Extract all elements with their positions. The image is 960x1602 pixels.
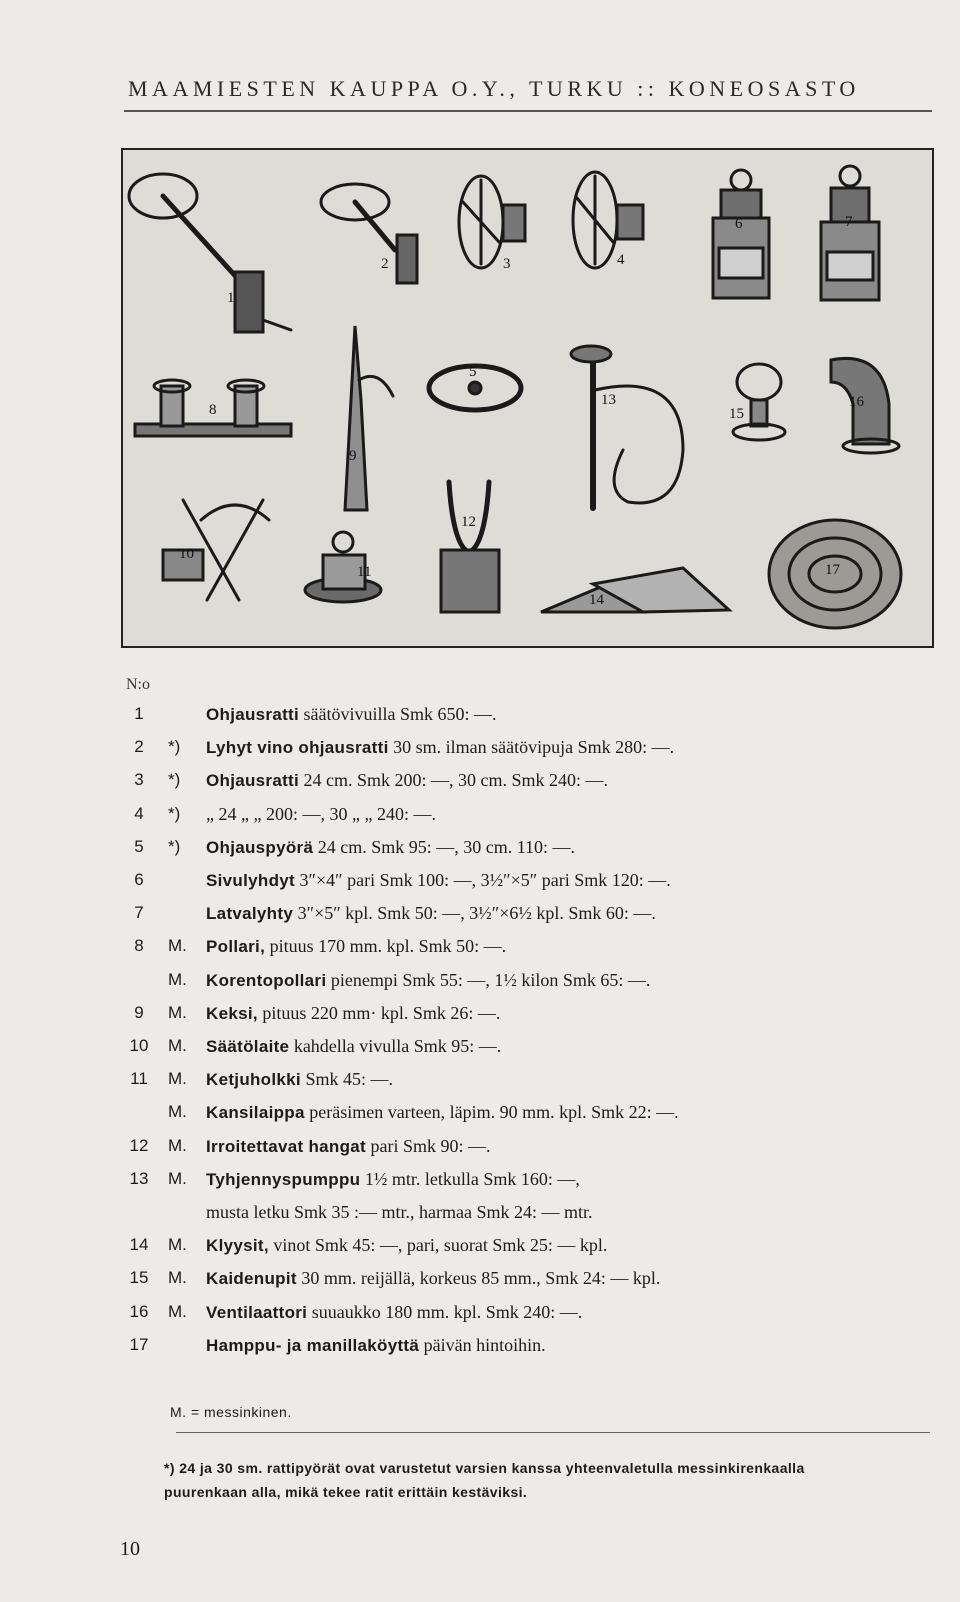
plate-label: 11 — [357, 564, 372, 580]
item-description — [206, 965, 650, 996]
item-description — [206, 1197, 592, 1228]
item-details: suuaukko 180 mm. kpl. Smk 240: —. — [307, 1301, 583, 1322]
item-description — [206, 931, 506, 962]
item-description — [206, 898, 656, 929]
item-description — [206, 732, 674, 763]
item-name: Tyhjennyspumppu — [206, 1169, 361, 1189]
abbreviation-note: M. = messinkinen. — [170, 1404, 292, 1420]
list-item — [126, 699, 926, 729]
footnote-line-1: *) 24 ja 30 sm. rattipyörät ovat varustetut varsien kanssa yhteenvaletulla messinkirenkaalla — [164, 1460, 805, 1476]
item-details: 24 cm. Smk 95: —, 30 cm. 110: —. — [313, 836, 576, 857]
item-description — [206, 1230, 607, 1261]
list-item — [126, 1297, 926, 1327]
list-item — [126, 1031, 926, 1061]
item-details: pituus 220 mm· kpl. Smk 26: —. — [257, 1002, 501, 1023]
item-description — [206, 1131, 490, 1162]
plate-label: 12 — [461, 514, 476, 530]
item-number: 5 — [134, 836, 144, 856]
item-number: 4 — [134, 803, 144, 823]
list-item — [126, 1263, 926, 1293]
item-details: 30 sm. ilman säätövipuja Smk 280: —. — [388, 737, 675, 758]
item-name: Korentopollari — [206, 970, 327, 990]
item-details: 3″×5″ kpl. Smk 50: —, 3½″×6½ kpl. Smk 60: —. — [293, 903, 656, 924]
plate-label: 6 — [735, 216, 743, 232]
item-name: Klyysit, — [206, 1236, 269, 1256]
rail-knob-15 — [737, 364, 781, 400]
item-description — [206, 1330, 546, 1361]
item-marker: M. — [168, 1102, 187, 1122]
boat-hook-9 — [345, 326, 367, 510]
item-name: Ohjauspyörä — [206, 837, 314, 857]
list-item — [126, 832, 926, 862]
item-description — [206, 699, 497, 730]
item-details: päivän hintoihin. — [419, 1334, 546, 1355]
plate-label: 1 — [227, 290, 235, 306]
item-marker: *) — [168, 770, 181, 790]
item-description — [206, 1164, 580, 1195]
item-marker: M. — [168, 936, 187, 956]
plate-label: 15 — [729, 406, 744, 422]
list-item — [126, 931, 926, 961]
header-rule — [124, 110, 932, 112]
list-item — [126, 1197, 926, 1227]
number-column-heading: N:o — [126, 676, 150, 693]
list-item — [126, 1064, 926, 1094]
item-description — [206, 832, 575, 863]
item-number: 2 — [134, 737, 144, 757]
item-number: 6 — [134, 870, 144, 889]
list-item — [126, 1097, 926, 1127]
item-details: Smk 45: —. — [300, 1069, 393, 1090]
item-number: 16 — [129, 1301, 149, 1321]
plate-label: 8 — [209, 402, 217, 418]
footnote-line-2: puurenkaan alla, mikä tekee ratit erittäin kestäviksi. — [164, 1484, 528, 1500]
plate-label: 7 — [845, 214, 853, 230]
item-description — [206, 1297, 582, 1328]
item-name: Kansilaippa — [206, 1103, 305, 1123]
item-description — [206, 1263, 660, 1294]
list-item — [126, 898, 926, 928]
plate-label: 2 — [381, 256, 389, 272]
item-details: pituus 170 mm. kpl. Smk 50: —. — [265, 936, 507, 957]
list-item — [126, 799, 926, 829]
item-marker: M. — [168, 969, 187, 989]
item-number: 13 — [129, 1168, 149, 1188]
page-header: MAAMIESTEN KAUPPA O.Y., TURKU :: KONEOSASTO — [128, 76, 860, 101]
item-number: 3 — [134, 770, 144, 790]
bollard-8 — [135, 424, 291, 436]
item-marker: M. — [168, 1036, 187, 1055]
item-name: Sivulyhdyt — [206, 871, 295, 890]
plate-label: 10 — [179, 546, 194, 562]
item-details: pienempi Smk 55: —, 1½ kilon Smk 65: —. — [326, 969, 651, 990]
item-name: Latvalyhty — [206, 904, 294, 924]
item-marker: *) — [168, 737, 181, 757]
item-description — [206, 1031, 501, 1062]
item-marker: M. — [168, 1301, 187, 1321]
item-details: musta letku Smk 35 :— mtr., harmaa Smk 24: — mtr. — [206, 1202, 593, 1222]
item-name: Ohjausratti — [206, 705, 300, 724]
item-details: 24 cm. Smk 200: —, 30 cm. Smk 240: —. — [299, 770, 609, 791]
item-number: 7 — [134, 903, 144, 923]
list-item — [126, 1164, 926, 1194]
item-details: pari Smk 90: —. — [365, 1135, 491, 1156]
item-number: 1 — [134, 704, 144, 723]
item-name: Ketjuholkki — [206, 1070, 301, 1090]
item-marker: M. — [168, 1135, 187, 1155]
list-item — [126, 1330, 926, 1360]
item-number: 12 — [129, 1135, 149, 1155]
item-description — [206, 765, 608, 796]
catalogue-engravings — [123, 150, 932, 646]
item-name: Hamppu- ja manillaköyttä — [206, 1335, 420, 1355]
plate-label: 13 — [601, 392, 616, 408]
item-details: 3″×4″ pari Smk 100: —, 3½″×5″ pari Smk 120: —. — [294, 870, 671, 890]
list-item — [126, 1131, 926, 1161]
item-details: 1½ mtr. letkulla Smk 160: —, — [360, 1168, 580, 1189]
item-name: Ohjausratti — [206, 771, 300, 791]
item-details: „ 24 „ „ 200: —, 30 „ „ 240: —. — [206, 803, 436, 824]
plate-label: 16 — [849, 394, 864, 410]
plate-label: 5 — [469, 364, 477, 380]
list-item — [126, 965, 926, 995]
item-marker: M. — [168, 1002, 187, 1022]
item-marker: *) — [168, 803, 181, 823]
item-description — [206, 1064, 393, 1095]
plate-label: 14 — [589, 592, 604, 608]
item-marker: M. — [168, 1168, 187, 1188]
plate-label: 17 — [825, 562, 840, 578]
item-name: Keksi, — [206, 1003, 258, 1023]
item-name: Lyhyt vino ohjausratti — [206, 738, 389, 758]
list-item — [126, 1230, 926, 1260]
item-description — [206, 998, 500, 1029]
list-item — [126, 765, 926, 795]
item-name: Ventilaattori — [206, 1302, 308, 1322]
item-marker: M. — [168, 1069, 187, 1089]
plate-label: 4 — [617, 252, 625, 268]
item-number: 8 — [134, 936, 144, 956]
item-marker: M. — [168, 1235, 187, 1255]
item-name: Kaidenupit — [206, 1269, 297, 1289]
item-description — [206, 799, 436, 830]
item-details: peräsimen varteen, läpim. 90 mm. kpl. Smk 22: —. — [304, 1102, 679, 1123]
list-item — [126, 865, 926, 895]
item-marker: *) — [168, 836, 181, 856]
page-number: 10 — [120, 1538, 140, 1560]
item-name: Säätölaite — [206, 1037, 290, 1056]
item-details: kahdella vivulla Smk 95: —. — [289, 1036, 502, 1056]
item-name: Pollari, — [206, 937, 266, 957]
item-details: säätövivuilla Smk 650: —. — [299, 704, 497, 724]
item-number: 14 — [129, 1235, 149, 1255]
list-item — [126, 998, 926, 1028]
item-number: 15 — [129, 1268, 149, 1288]
plate-label: 3 — [503, 256, 511, 272]
item-number: 9 — [134, 1002, 144, 1022]
footnote-rule — [176, 1432, 930, 1433]
list-item — [126, 732, 926, 762]
item-number: 17 — [129, 1334, 149, 1354]
item-details: vinot Smk 45: —, pari, suorat Smk 25: — kpl. — [268, 1235, 608, 1256]
item-number: 10 — [129, 1036, 149, 1055]
item-description — [206, 1097, 679, 1128]
item-name: Irroitettavat hangat — [206, 1136, 366, 1156]
item-number: 11 — [130, 1069, 148, 1089]
product-illustration-plate — [121, 148, 934, 648]
item-marker: M. — [168, 1268, 187, 1288]
item-description — [206, 865, 671, 896]
item-details: 30 mm. reijällä, korkeus 85 mm., Smk 24: — kpl. — [296, 1268, 661, 1289]
plate-label: 9 — [349, 448, 357, 464]
